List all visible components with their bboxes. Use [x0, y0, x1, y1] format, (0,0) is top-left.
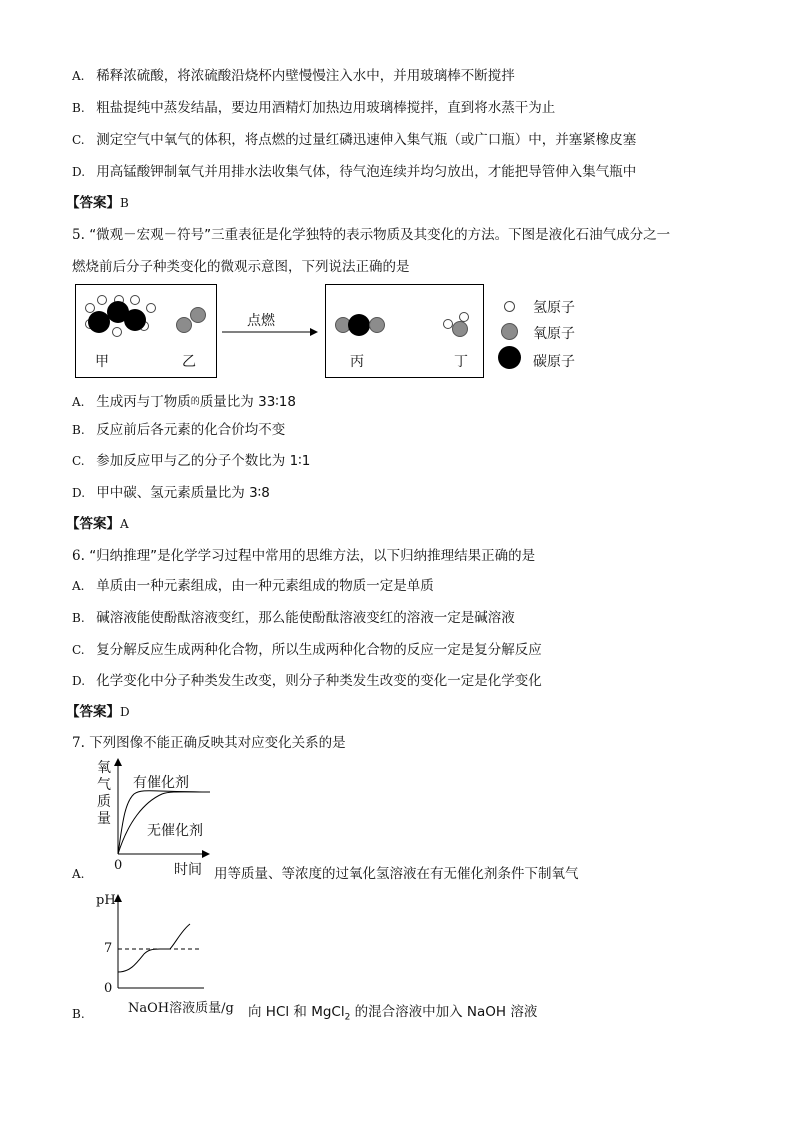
q7-option-b-text — [248, 1002, 537, 1028]
option-label: B. — [72, 1007, 85, 1021]
q7-option-a — [72, 864, 92, 884]
graph-b-y-label: pH — [96, 893, 116, 908]
question-number: 7. — [72, 735, 85, 751]
option-label: C. — [72, 643, 85, 657]
option-text: 单质由一种元素组成，由一种元素组成的物质一定是单质 — [96, 578, 434, 594]
hydrogen-atom — [112, 327, 122, 337]
q6-option-d — [72, 671, 542, 691]
option-text: 用等质量、等浓度的过氧化氢溶液在有无催化剂条件下制氧气 — [214, 866, 579, 882]
legend-carbon-icon — [498, 346, 521, 369]
label-jia: 甲 — [95, 354, 109, 370]
option-text: 稀释浓硫酸，将浓硫酸沿烧杯内壁慢慢注入水中，并用玻璃棒不断搅拌 — [96, 68, 515, 84]
option-text: 用高锰酸钾制氧气并用排水法收集气体，待气泡连续并均匀放出，才能把导管伸入集气瓶中 — [96, 164, 637, 180]
label-yi: 乙 — [182, 354, 196, 370]
option-label: D. — [72, 165, 86, 179]
graph-a-curve1-label: 有催化剂 — [133, 775, 189, 791]
answer-label: 【答案】 — [66, 195, 120, 211]
hydrogen-atom — [97, 295, 107, 305]
hydrogen-atom — [146, 303, 156, 313]
graph-a-x-label: 时间 — [174, 862, 202, 878]
option-label: B. — [72, 101, 85, 115]
y-label-char: 量 — [97, 811, 111, 827]
hydrogen-atom — [459, 312, 469, 322]
answer-value: D — [120, 705, 130, 719]
label-bing: 丙 — [350, 354, 364, 370]
question-text: “归纳推理”是化学学习过程中常用的思维方法，以下归纳推理结果正确的是 — [89, 548, 536, 564]
option-text: 碱溶液能使酚酞溶液变红，那么能使酚酞溶液变红的溶液一定是碱溶液 — [96, 610, 515, 626]
option-text: 复分解反应生成两种化合物，所以生成两种化合物的反应一定是复分解反应 — [96, 642, 542, 658]
q7-option-a-text — [214, 864, 579, 884]
option-text-pre: 向 HCl 和 MgCl — [248, 1004, 345, 1020]
option-label: D. — [72, 486, 86, 500]
graph-b-origin: 0 — [104, 981, 113, 996]
q7-option-b — [72, 1004, 92, 1024]
oxygen-atom — [452, 321, 468, 337]
graph-b-tick-7: 7 — [104, 941, 113, 956]
q4-option-b — [72, 98, 555, 118]
x-axis-arrow-icon — [202, 850, 210, 858]
option-label: C. — [72, 454, 85, 468]
q5-option-a — [72, 392, 296, 412]
option-text: 甲中碳、氢元素质量比为 3∶8 — [96, 485, 270, 501]
legend-oxygen-label: 氧原子 — [533, 326, 575, 342]
question-text: “微观－宏观－符号”三重表征是化学独特的表示物质及其变化的方法。下图是液化石油气成分之一 — [89, 227, 671, 243]
q5-stem-line2 — [72, 257, 410, 277]
hydrogen-atom — [130, 295, 140, 305]
question-text: 燃烧前后分子种类变化的微观示意图，下列说法正确的是 — [72, 259, 410, 275]
option-text: 测定空气中氧气的体积，将点燃的过量红磷迅速伸入集气瓶（或广口瓶）中，并塞紧橡皮塞 — [96, 132, 637, 148]
y-label-char: 质 — [97, 794, 111, 810]
answer-label: 【答案】 — [66, 704, 120, 720]
question-number: 6. — [72, 548, 85, 564]
option-label: A. — [72, 579, 85, 593]
legend-hydrogen-icon — [504, 301, 515, 312]
option-label: B. — [72, 423, 85, 437]
option-text: 反应前后各元素的化合价均不变 — [96, 422, 286, 438]
question-number: 5. — [72, 227, 85, 243]
oxygen-atom — [190, 307, 206, 323]
question-text: 下列图像不能正确反映其对应变化关系的是 — [89, 735, 346, 751]
q5-option-b — [72, 420, 285, 440]
q4-answer — [66, 193, 129, 213]
option-label: B. — [72, 611, 85, 625]
q4-option-d — [72, 162, 636, 182]
option-label: A. — [72, 395, 85, 409]
reactant-box — [75, 284, 217, 378]
oxygen-atom — [369, 317, 385, 333]
q5-option-d — [72, 483, 270, 503]
reaction-arrow-icon — [222, 326, 318, 338]
q6-stem — [72, 546, 535, 566]
option-label: C. — [72, 133, 85, 147]
option-text-sub: 2 — [344, 1012, 351, 1023]
q5-stem-line1 — [72, 225, 670, 245]
graph-a-origin: 0 — [114, 858, 123, 873]
y-label-char: 氧 — [97, 760, 111, 776]
q7-stem — [72, 733, 346, 753]
graph-a-curve2-label: 无催化剂 — [147, 823, 203, 839]
q5-answer — [66, 514, 129, 534]
carbon-atom — [124, 309, 146, 331]
y-axis-arrow-icon — [114, 894, 122, 902]
answer-label: 【答案】 — [66, 516, 120, 532]
legend-oxygen-icon — [501, 323, 518, 340]
q6-option-c — [72, 640, 542, 660]
option-text: 参加反应甲与乙的分子个数比为 1∶1 — [96, 453, 311, 469]
q5-option-c — [72, 451, 310, 471]
q4-option-a — [72, 66, 515, 86]
carbon-atom — [348, 314, 370, 336]
option-label: D. — [72, 674, 86, 688]
oxygen-atom — [176, 317, 192, 333]
q4-option-c — [72, 130, 636, 150]
q6-option-b — [72, 608, 515, 628]
legend-hydrogen-label: 氢原子 — [533, 300, 575, 316]
q6-option-a — [72, 576, 434, 596]
option-label: A. — [72, 867, 85, 881]
graph-b-x-label: NaOH溶液质量/g — [128, 1001, 234, 1016]
label-ding: 丁 — [454, 354, 468, 370]
arrow-label: 点燃 — [247, 313, 275, 329]
option-text: 化学变化中分子种类发生改变，则分子种类发生改变的变化一定是化学变化 — [96, 673, 542, 689]
option-text-post: 的混合溶液中加入 NaOH 溶液 — [350, 1004, 538, 1020]
option-text-pre: 生成丙与丁物质 — [96, 394, 191, 410]
answer-value: B — [120, 196, 129, 210]
y-label-char: 气 — [97, 777, 111, 793]
option-text-sup: 的 — [190, 397, 200, 407]
product-box — [325, 284, 484, 378]
ph-curve — [118, 924, 190, 972]
legend-carbon-label: 碳原子 — [533, 354, 575, 370]
graph-b-chart — [112, 894, 208, 994]
q6-answer — [66, 702, 130, 722]
answer-value: A — [120, 517, 129, 531]
y-axis-arrow-icon — [114, 758, 122, 766]
option-text: 粗盐提纯中蒸发结晶，要边用酒精灯加热边用玻璃棒搅拌，直到将水蒸干为止 — [96, 100, 556, 116]
option-label: A. — [72, 69, 85, 83]
option-text-post: 质量比为 33∶18 — [199, 394, 296, 410]
